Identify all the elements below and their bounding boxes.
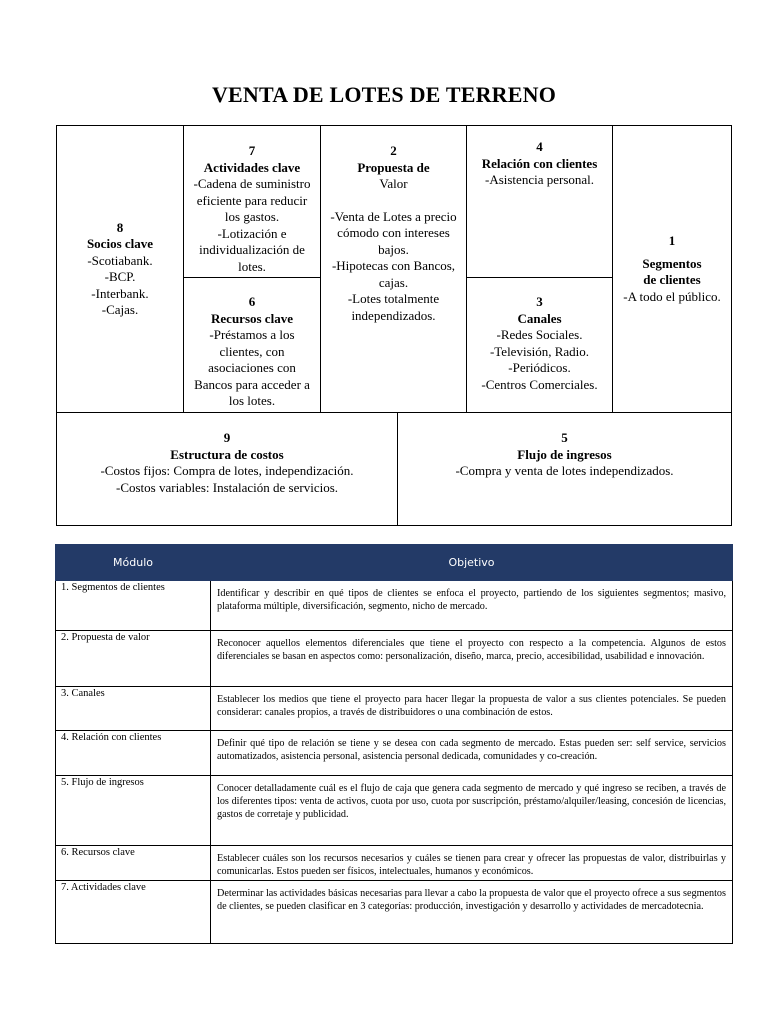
block-heading: Estructura de costos <box>170 446 284 462</box>
block-heading: Relación con clientes <box>481 155 598 171</box>
block-line: -Asistencia personal. <box>484 172 595 187</box>
block-line: -Compra y venta de lotes independizados. <box>455 463 674 478</box>
block-number: 1 <box>668 233 676 248</box>
table-row <box>56 581 733 631</box>
block-line: los lotes. <box>228 393 276 408</box>
block-line: -Cajas. <box>101 302 139 317</box>
block-line: cajas. <box>378 274 409 290</box>
block-line: -Redes Sociales. <box>496 327 583 342</box>
relacion-clientes-block <box>466 125 613 278</box>
block-line: -Costos variables: Instalación de servicios. <box>115 479 339 495</box>
block-line: asociaciones con <box>208 360 296 375</box>
block-line: independizados. <box>351 307 436 323</box>
block-line: -BCP. <box>104 269 136 284</box>
block-line: -Centros Comerciales. <box>481 376 598 392</box>
objective-cell: Definir qué tipo de relación se tiene y se desea con cada segmento de mercado. Estas pueden ser: self service, servicios automatizados, asistencia personal, asistencia personal dedicada, comunidades y co-creación. <box>211 731 733 776</box>
block-line: -Préstamos a los <box>209 327 295 342</box>
objective-cell: Conocer detalladamente cuál es el flujo de caja que genera cada segmento de mercado y qué ingreso se reciben, a través de los diferentes tipos: venta de activos, cuota por uso, cuota por suscripción, préstamo/alquiler/leasing, concesión de licencias, gastos de corretaje y publicidad. <box>211 776 733 846</box>
recursos-clave-block <box>183 277 321 413</box>
module-cell: 5. Flujo de ingresos <box>56 776 211 846</box>
block-number: 8 <box>116 219 124 235</box>
table-row <box>56 846 733 881</box>
block-line: los gastos. <box>224 209 280 224</box>
block-line: lotes. <box>238 258 266 274</box>
block-line: -Interbank. <box>91 285 149 301</box>
business-model-canvas <box>56 125 732 526</box>
page-title: VENTA DE LOTES DE TERRENO <box>211 82 557 107</box>
block-line: eficiente para reducir <box>196 192 308 208</box>
table-row <box>56 776 733 846</box>
block-number: 9 <box>223 430 231 445</box>
block-number: 6 <box>248 294 256 309</box>
objective-cell: Determinar las actividades básicas necesarias para llevar a cabo la propuesta de valor que el proyecto ofrece a sus segmentos de clientes, se pueden clasificar en 3 categorías: producción, investigación y desarrollo y actividades de mercadotecnia. <box>211 881 733 944</box>
block-line: -Hipotecas con Bancos, <box>331 258 456 273</box>
block-heading-cont: de clientes <box>643 272 701 287</box>
canales-block <box>466 277 613 413</box>
block-line: -Costos fijos: Compra de lotes, independización. <box>100 463 354 478</box>
propuesta-valor-block <box>320 125 467 413</box>
objective-cell: Reconocer aquellos elementos diferenciales que tiene el proyecto con respecto a la competencia. Algunos de estos diferenciales se basan en aspectos como: personalización, diseño, marca, precio, accesibilidad, usabilidad e innovación. <box>211 631 733 687</box>
block-number: 7 <box>248 143 256 158</box>
socios-clave-block <box>56 125 184 413</box>
block-heading: Segmentos <box>642 255 702 271</box>
block-number: 3 <box>536 294 543 309</box>
segmentos-clientes-block <box>612 125 732 413</box>
block-heading: Canales <box>517 310 562 326</box>
module-cell: 7. Actividades clave <box>56 881 211 944</box>
block-number: 2 <box>390 143 397 158</box>
block-line: individualización de <box>199 242 305 257</box>
block-line: -Televisión, Radio. <box>489 343 590 359</box>
block-line: -Periódicos. <box>508 360 571 375</box>
block-line: clientes, con <box>219 343 285 359</box>
block-heading: Socios clave <box>86 236 154 251</box>
block-heading: Propuesta de <box>357 159 430 175</box>
block-line: cómodo con intereses <box>337 225 450 240</box>
module-cell: 1. Segmentos de clientes <box>56 581 211 631</box>
module-cell: 4. Relación con clientes <box>56 731 211 776</box>
block-heading: Recursos clave <box>211 310 293 326</box>
table-row <box>56 881 733 944</box>
block-line: bajos. <box>378 241 409 257</box>
block-heading: Flujo de ingresos <box>517 446 612 462</box>
block-number: 5 <box>561 430 568 445</box>
table-row <box>56 731 733 776</box>
block-line: -Venta de Lotes a precio <box>330 208 457 224</box>
objective-cell: Identificar y describir en qué tipos de clientes se enfoca el proyecto, partiendo de los siguientes segmentos; masivo, plataforma múltiple, diversificación, segmento, nicho de mercado. <box>211 581 733 631</box>
column-header-modulo: Módulo <box>56 545 211 581</box>
flujo-ingresos-block <box>397 412 732 526</box>
module-cell: 6. Recursos clave <box>56 846 211 881</box>
block-line: -A todo el público. <box>623 288 721 304</box>
module-cell: 3. Canales <box>56 687 211 731</box>
block-heading-cont: Valor <box>379 176 408 191</box>
table-header-row <box>56 545 733 581</box>
block-line: -Scotiabank. <box>87 252 153 268</box>
block-number: 4 <box>536 139 543 154</box>
module-cell: 2. Propuesta de valor <box>56 631 211 687</box>
table-row <box>56 631 733 687</box>
block-line: -Lotización e <box>217 225 287 241</box>
column-header-objetivo: Objetivo <box>211 545 733 581</box>
modules-table <box>55 544 733 944</box>
objective-cell: Establecer los medios que tiene el proyecto para hacer llegar la propuesta de valor a sus clientes potenciales. Se pueden considerar: canales propios, a través de distribuidores o una combinación de estos. <box>211 687 733 731</box>
block-line: Bancos para acceder a <box>194 376 310 392</box>
estructura-costos-block <box>56 412 398 526</box>
objective-cell: Establecer cuáles son los recursos necesarios y cuáles se tienen para crear y ofrecer las propuestas de valor, distribuirlas y comunicarlas. Estos pueden ser físicos, intelectuales, humanos y económicos. <box>211 846 733 881</box>
block-line: -Lotes totalmente <box>347 291 440 306</box>
block-heading: Actividades clave <box>203 159 301 175</box>
block-line: -Cadena de suministro <box>193 176 311 191</box>
actividades-clave-block <box>183 125 321 278</box>
table-row <box>56 687 733 731</box>
